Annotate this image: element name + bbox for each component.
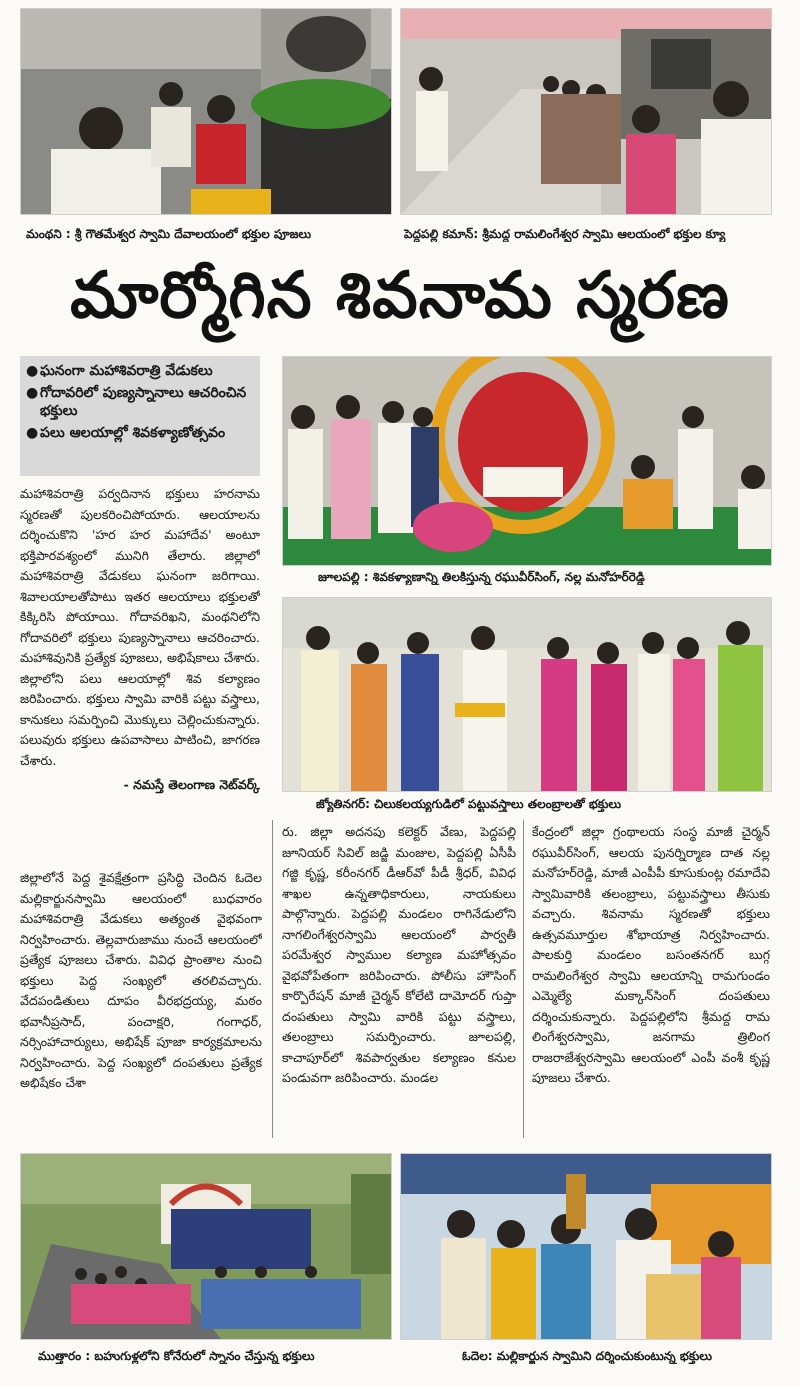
article-column-3 xyxy=(532,822,770,1140)
column-divider xyxy=(272,820,273,1138)
bullet-icon: ● xyxy=(26,385,39,401)
column-2-text: రు. జిల్లా అదనపు కలెక్టర్ వేణు, పెద్దపల్లి జూనియర్ సివిల్ జడ్జి మంజుల, పెద్దపల్లి ఏసీపీ గజ్జి కృష్ణ, కరీంనగర్ డీఆర్‌వో పీడీ శ్రీధర్, వివిధ శాఖల ఉన్నతాధికారులు, నాయకులు పాల్గొన్నారు. పెద్దపల్లి మండలం రాగినేడులోని నాగలింగేశ్వరస్వామి ఆలయంలో పార్వతీ పరమేశ్వర స్వాముల కల్యాణ మహోత్సవం వైభవోపేతంగా జరిపించారు. పోలీసు హౌసింగ్ కార్పొరేషన్ మాజీ చైర్మన్ కోలేటి దామోదర్ గుప్తా దంపతులు స్వామి వారికి పట్టు వస్త్రాలు, తలంబ్రాలు సమర్పించారు. జూలపల్లి, కాచాపూర్‌లో శివపార్వతుల కల్యాణం కనుల పండువగా జరిపించారు. మండల xyxy=(282,824,516,1085)
headline: మార్మోగిన శివనామ స్మరణ xyxy=(70,259,730,333)
intro-article xyxy=(20,484,260,864)
column-divider xyxy=(523,820,524,1138)
photo-muttaram-pond-bathing xyxy=(20,1153,392,1340)
photo-queue-peddapalli xyxy=(400,8,772,215)
highlight-item: ● గోదావరిలో పుణ్యస్నానాలు ఆచరించిన భక్తులు xyxy=(26,385,247,419)
photo-jyothinagar-devotees xyxy=(282,597,772,792)
highlights-box xyxy=(20,356,260,476)
caption-top-right: పెద్దపల్లి కమాన్: శ్రీమద్ద రామలింగేశ్వర స్వామి ఆలయంలో భక్తుల క్యూ xyxy=(404,227,726,241)
bullet-icon: ● xyxy=(26,425,39,441)
column-3-text: కేంద్రంలో జిల్లా గ్రంథాలయ సంస్థ మాజీ చైర్మన్ రఘువీర్‌సింగ్, ఆలయ పునర్నిర్మాణ దాత నల్ల మనోహర్‌రెడ్డి, మాజీ ఎంపీపీ కూసుకుంట్ల రమాదేవి స్వామివారికి తలంబ్రాలు, పట్టువస్త్రాలు తీసుకు వచ్చారు. శివనామ స్మరణతో భక్తులు ఉత్సవమూర్తుల శోభాయాత్ర నిర్వహించారు. పాలకుర్తి మండలం బసంతనగర్ బుగ్గ రామలింగేశ్వర స్వామి ఆలయాన్ని రామగుండం ఎమ్మెల్యే మక్కాన్‌సింగ్ దంపతులు దర్శించుకున్నారు. పెద్దపల్లిలోని శ్రీమద్ద రామ లింగేశ్వరస్వామి, జనగామ త్రిలింగ రాజరాజేశ్వరస్వామి ఆలయంలో ఎంపీ వంశీ కృష్ణ పూజలు చేశారు. xyxy=(532,824,770,1085)
article-column-2 xyxy=(282,822,516,1140)
highlight-item: ● పలు ఆలయాల్లో శివకళ్యాణోత్సవం xyxy=(26,425,226,441)
caption-bottom-left: ముత్తారం : బహుగుళ్లలోని కోనేరులో స్నానం చేస్తున్న భక్తులు xyxy=(38,1349,315,1363)
column-1-text: జిల్లాలోనే పెద్ద శైవక్షేత్రంగా ప్రసిద్ధి చెందిన ఓదెల మల్లికార్జునస్వామి ఆలయంలో బుధవారం మహాశివరాత్రి వేడుకలు అత్యంత వైభవంగా నిర్వహించారు. తెల్లవారుజాము నుంచే ఆలయంలో ప్రత్యేక పూజలు చేశారు. వివిధ ప్రాంతాల నుంచి భక్తులు పెద్ద సంఖ్యలో తరలివచ్చారు. వేదపండితులు దూపం వీరభద్రయ్య, మఠం భవానీప్రసాద్, పంచాక్షరి, గంగాధర్, నర్సింహాచార్యులు, అభిషేక్ పూజా కార్యక్రమాలను నిర్వహించారు. పెద్ద సంఖ్యలో దంపతులు ప్రత్యేక అభిషేకం చేశా xyxy=(20,870,262,1090)
photo-temple-mantani xyxy=(20,8,392,215)
bullet-icon: ● xyxy=(26,363,39,379)
byline: - నమస్తే తెలంగాణ నెట్‌వర్క్ xyxy=(123,777,260,792)
caption-top-left: మంథని : శ్రీ గౌతమేశ్వర స్వామి దేవాలయంలో భక్తుల పూజలు xyxy=(26,227,312,241)
photo-odela-darshan xyxy=(400,1153,772,1340)
caption-middle-bottom: జ్యోతినగర్: చిలుకలయ్యగుడిలో పట్టువస్త్రాలు తలంబ్రాలతో భక్తులు xyxy=(316,797,622,811)
article-column-1 xyxy=(20,868,262,1140)
highlight-item: ● ఘనంగా మహాశివరాత్రి వేడుకలు xyxy=(26,363,213,379)
caption-middle-top: జూలపల్లి : శివకళ్యాణాన్ని తిలకిస్తున్న రఘువీర్‌సింగ్, నల్ల మనోహర్‌రెడ్డి xyxy=(318,570,645,584)
caption-bottom-right: ఓదెల: మల్లికార్జున స్వామిని దర్శించుకుంటున్న భక్తులు xyxy=(462,1349,712,1363)
photo-shiva-kalyanam-julapalli xyxy=(282,356,772,566)
intro-paragraph: మహాశివరాత్రి పర్వదినాన భక్తులు హరనామ స్మరణతో పులకరించిపోయారు. ఆలయాలను దర్శించుకొని 'హర హర మహాదేవ' అంటూ భక్తిపారవశ్యంలో మునిగి తేలారు. జిల్లాలో మహాశివరాత్రి వేడుకలు ఘనంగా జరిగాయి. శివాలయాలతోపాటు ఇతర ఆలయాలు భక్తులతో కిక్కిరిసి పోయాయి. గోదావరిఖని, మంథనిలోని గోదావరిలో భక్తులు పుణ్యస్నానాలు ఆచరించారు. మహాశివునికి ప్రత్యేక పూజలు, అభిషేకాలు చేశారు. జిల్లాలోని పలు ఆలయాల్లో శివ కల్యాణం జరిపించారు. భక్తులు స్వామి వారికి పట్టు వస్త్రాలు, కానుకలు సమర్పించి మొక్కులు చెల్లించుకున్నారు. పలువురు భక్తులు ఉపవాసాలు పాటించి, జాగరణ చేశారు. xyxy=(20,486,260,768)
